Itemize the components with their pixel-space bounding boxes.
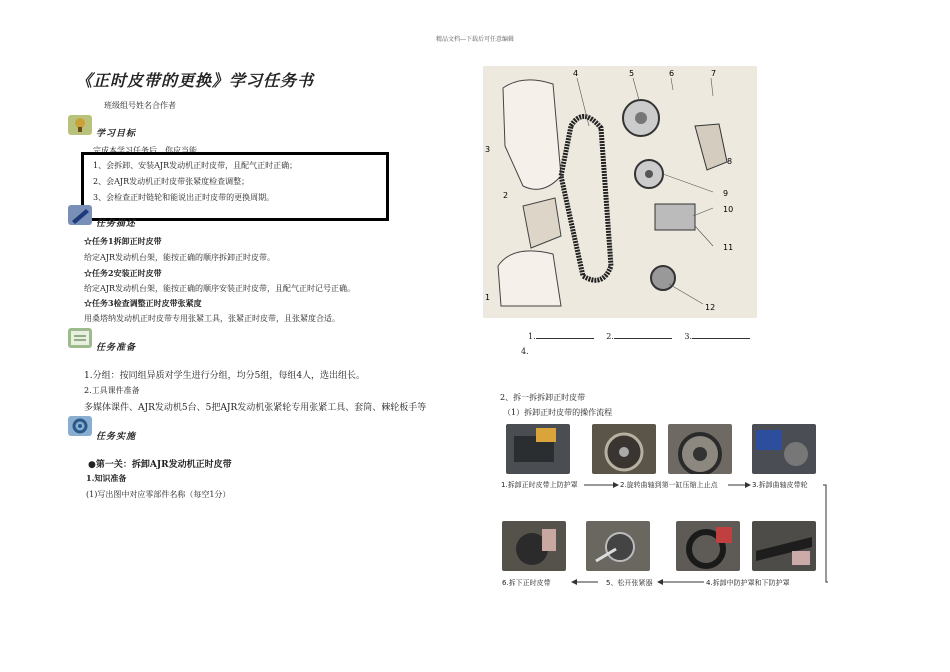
diagram-label: 2	[503, 191, 509, 200]
step-photo	[586, 521, 650, 571]
diagram-label: 9	[723, 189, 729, 198]
prep-line: 多媒体课件、AJR发动机5台、5把AJR发动机张紧轮专用张紧工具、套筒、棘轮板手等	[84, 403, 427, 413]
objectives-intro: 完成本学习任务后，你应当能	[93, 146, 197, 155]
right-subheading: （1）拆卸正时皮带的操作流程	[503, 408, 613, 417]
step-photo	[506, 424, 570, 474]
prep-title: 任务准备	[96, 343, 137, 353]
step-photo	[752, 424, 816, 474]
blank-label: 1.	[528, 332, 536, 341]
diagram-label: 11	[723, 243, 734, 252]
step-photo	[502, 521, 566, 571]
step-caption: 5、松开张紧器	[606, 579, 653, 587]
blank-label: 3.	[684, 332, 693, 341]
blank-label: 4.	[521, 347, 529, 356]
step-caption: 3.拆卸曲轴皮带轮	[752, 481, 808, 489]
impl-question: (1)写出图中对应零部件名称（每空1分）	[86, 490, 231, 499]
objective-item: 2、会AJR发动机正时皮带张紧度检查调整；	[93, 177, 250, 186]
step-photo	[592, 424, 656, 474]
impl-sub: 1.知识准备	[86, 473, 127, 483]
objective-item: 3、会检查正时链轮和能说出正时皮带的更换周期。	[93, 193, 275, 202]
step-photo	[668, 424, 732, 474]
diagram-label: 1	[485, 293, 491, 302]
task-desc-title: 任务描述	[96, 219, 137, 229]
step-caption: 2.旋转曲轴到第一缸压缩上止点	[620, 481, 718, 489]
right-heading: 2、拆一拆拆卸正时皮带	[500, 393, 586, 402]
trophy-icon	[68, 115, 92, 135]
page-header: 精品文档---下载后可任意编辑	[435, 36, 515, 43]
objective-item: 1、会拆卸、安装AJR发动机正时皮带，且配气正时正确；	[93, 161, 298, 170]
task-body: 用桑塔纳发动机正时皮带专用张紧工具，张紧正时皮带，且张紧度合适。	[84, 314, 340, 323]
step-photo	[676, 521, 740, 571]
impl-title: 任务实施	[96, 432, 137, 442]
diagram-label: 5	[629, 69, 635, 78]
task-body: 给定AJR发动机台架，能按正确的顺序拆卸正时皮带。	[84, 253, 276, 262]
step-caption: 1.拆卸正时皮带上防护罩	[501, 481, 578, 489]
diagram-label: 4	[573, 69, 579, 78]
task-heading: ☆任务2安装正时皮带	[84, 268, 162, 278]
diagram-label: 12	[705, 303, 716, 312]
diagram-label: 8	[727, 157, 733, 166]
meta-line: 班级组号姓名合作者	[104, 101, 176, 110]
page-title: 《正时皮带的更换》学习任务书	[76, 71, 315, 90]
diagram-label: 6	[669, 69, 675, 78]
checklist-icon	[68, 328, 92, 348]
timing-belt-diagram	[483, 66, 757, 318]
blank-label: 2.	[606, 332, 614, 341]
step-caption: 4.拆卸中防护罩和下防护罩	[706, 579, 790, 587]
diagram-label: 10	[723, 205, 734, 214]
task-heading: ☆任务3检查调整正时皮带张紧度	[84, 298, 202, 308]
task-heading: ☆任务1拆卸正时皮带	[84, 236, 162, 246]
step-photo	[752, 521, 816, 571]
pen-icon	[68, 205, 92, 225]
prep-line: 2.工具课件准备	[84, 386, 140, 395]
diagram-label: 7	[711, 69, 717, 78]
gear-icon	[68, 416, 92, 436]
step-caption: 6.拆下正时皮带	[502, 579, 551, 587]
diagram-label: 3	[485, 145, 491, 154]
objectives-title: 学习目标	[96, 129, 137, 139]
task-body: 给定AJR发动机台架，能按正确的顺序安装正时皮带，且配气正时记号正确。	[84, 284, 356, 293]
blank-row-1	[528, 332, 750, 341]
impl-stage: ●第一关：拆卸AJR发动机正时皮带	[88, 460, 232, 470]
prep-line: 1.分组：按同组异质对学生进行分组，均分5组，每组4人，选出组长。	[84, 371, 366, 381]
